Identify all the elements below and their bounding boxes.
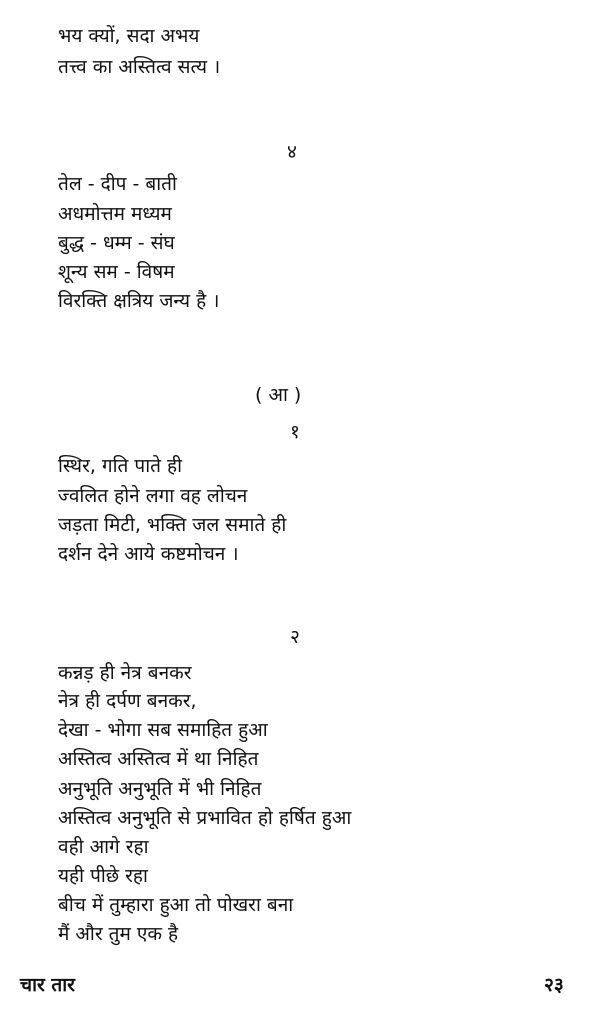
stanza-number: १: [290, 421, 300, 443]
poem-line: भय क्यों, सदा अभय: [58, 25, 200, 47]
poem-line: अस्तित्व अनुभूति से प्रभावित हो हर्षित हुआ: [58, 807, 352, 829]
poem-line: मैं और तुम एक है: [58, 923, 179, 945]
stanza-number: २: [290, 626, 300, 648]
poem-line: दर्शन देने आये कष्टमोचन ।: [58, 543, 239, 565]
poem-line: बीच में तुम्हारा हुआ तो पोखरा बना: [58, 894, 294, 916]
stanza-number: ४: [287, 141, 297, 163]
poem-line: विरक्ति क्षत्रिय जन्य है ।: [58, 290, 220, 312]
poem-line: स्थिर, गति पाते ही: [58, 455, 183, 477]
poem-line: तत्त्व का अस्तित्व सत्य ।: [58, 56, 221, 78]
poem-line: अनुभूति अनुभूति में भी निहित: [58, 778, 262, 800]
book-title: चार तार: [20, 974, 75, 996]
poem-line: वही आगे रहा: [58, 836, 149, 858]
poem-line: कन्नड़ ही नेत्र बनकर: [58, 662, 192, 684]
poem-line: अधमोत्तम मध्यम: [58, 203, 172, 225]
poem-line: शून्य सम - विषम: [58, 261, 175, 283]
page-number: २३: [544, 974, 564, 996]
poem-line: यही पीछे रहा: [58, 865, 148, 887]
poem-line: बुद्ध - धम्म - संघ: [58, 232, 175, 254]
poem-line: तेल - दीप - बाती: [58, 173, 177, 195]
poem-line: जड़ता मिटी, भक्ति जल समाते ही: [58, 514, 287, 536]
poem-line: ज्वलित होने लगा वह लोचन: [58, 485, 248, 507]
poem-line: अस्तित्व अस्तित्व में था निहित: [58, 748, 259, 770]
poem-line: देखा - भोगा सब समाहित हुआ: [58, 719, 268, 741]
poem-line: नेत्र ही दर्पण बनकर,: [58, 690, 197, 712]
section-heading: ( आ ): [255, 384, 302, 406]
